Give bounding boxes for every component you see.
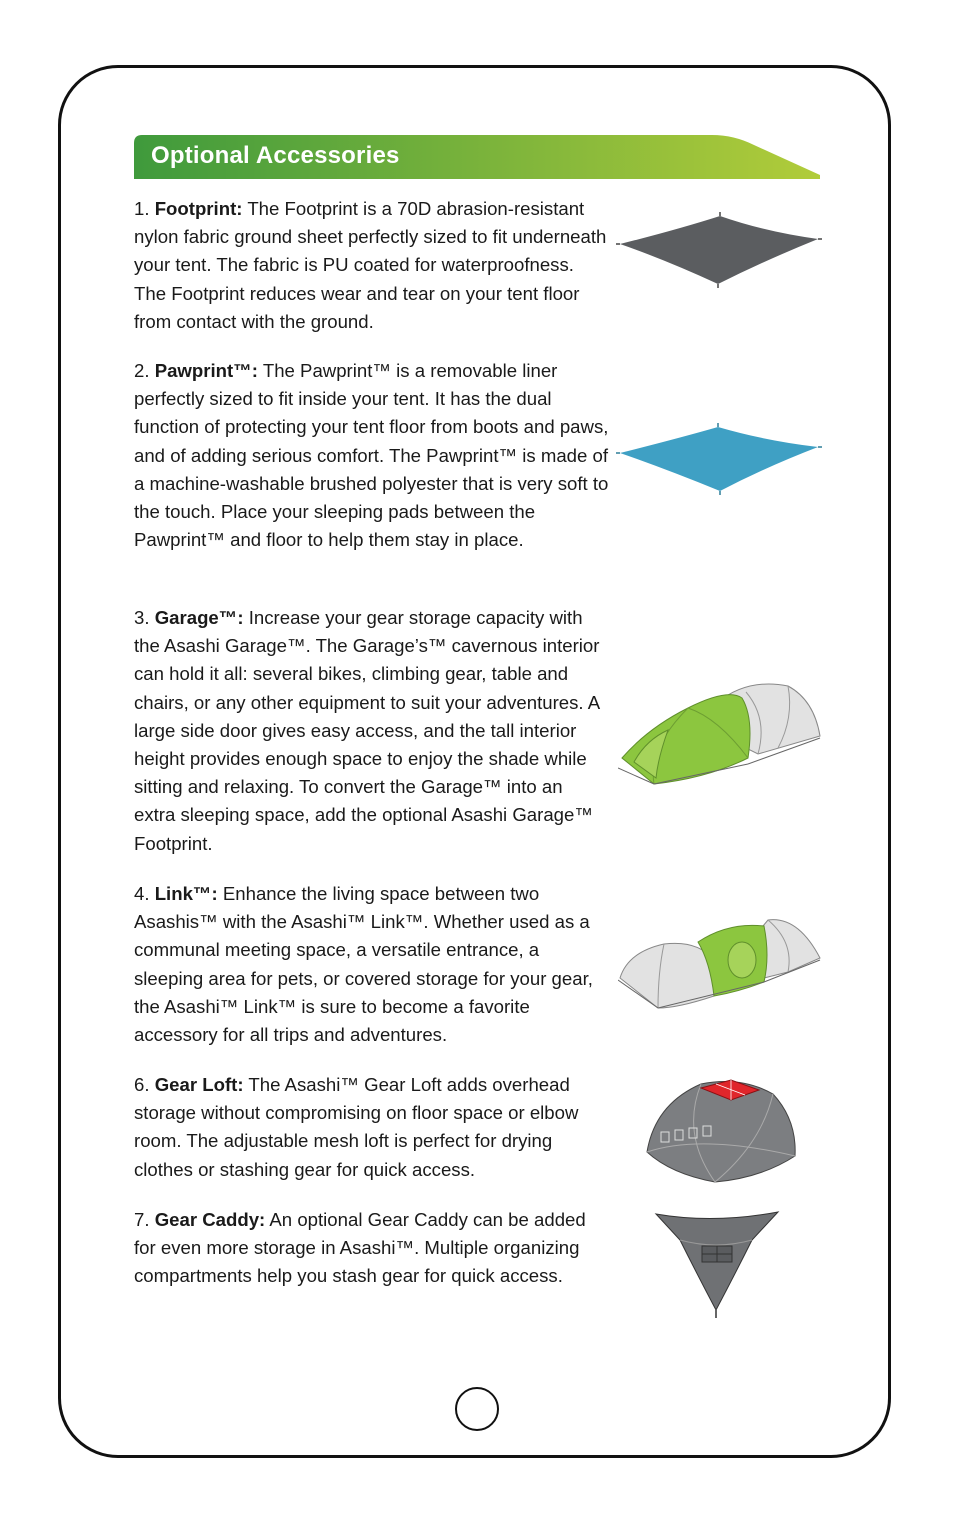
item-garage [134, 604, 609, 858]
item-gear-caddy [134, 1206, 609, 1291]
item-link [134, 880, 609, 1049]
footprint-illustration [616, 212, 822, 288]
link-illustration [618, 912, 822, 1012]
item-text: An optional Gear Caddy can be added for even more storage in Asashi™. Multiple organizing compartments help you stash gear for quick access. [134, 1209, 586, 1287]
item-text: Increase your gear storage capacity with the Asashi Garage™. The Garage’s™ cavernous interior can hold it all: several bikes, climbing gear, table and chairs, or any other equipment to suit your adventures. A large side door gives easy access, and the tall interior height provides enough space to enjoy the shade while sitting and relaxing. To convert the Garage™ into an extra sleeping space, add the optional Asashi Garage™ Footprint. [134, 607, 600, 854]
item-number: 4. [134, 883, 150, 904]
item-number: 1. [134, 198, 150, 219]
item-pawprint [134, 357, 609, 554]
gear-caddy-illustration [654, 1210, 780, 1318]
item-text: The Asashi™ Gear Loft adds overhead storage without compromising on floor space or elbow room. The adjustable mesh loft is perfect for drying clothes or stashing gear for quick access. [134, 1074, 579, 1180]
page-number-circle [455, 1387, 499, 1431]
item-name: Garage™: [154, 607, 244, 628]
item-name: Gear Caddy: [154, 1209, 266, 1230]
pawprint-illustration [616, 423, 822, 495]
item-text: The Pawprint™ is a removable liner perfectly sized to fit inside your tent. It has the dual function of protecting your tent floor from boots and paws, and of adding serious comfort. The Pawprint™ is made of a machine-washable brushed polyester that is very soft to the touch. Place your sleeping pads between the Pawprint™ and floor to help them stay in place. [134, 360, 609, 551]
item-name: Pawprint™: [154, 360, 258, 381]
item-text: The Footprint is a 70D abrasion-resistant nylon fabric ground sheet perfectly sized to fit underneath your tent. The fabric is PU coated for waterproofness. The Footprint reduces wear and tear on your tent floor from contact with the ground. [134, 198, 607, 332]
gear-loft-illustration [641, 1074, 801, 1186]
section-banner [134, 135, 820, 179]
item-name: Footprint: [154, 198, 243, 219]
item-footprint [134, 195, 609, 336]
item-name: Gear Loft: [154, 1074, 244, 1095]
section-title: Optional Accessories [151, 142, 400, 169]
item-number: 6. [134, 1074, 150, 1095]
garage-illustration [618, 678, 822, 788]
item-text: Enhance the living space between two Asashis™ with the Asashi™ Link™. Whether used as a communal meeting space, a versatile entrance, a sleeping area for pets, or covered storage for your gear, the Asashi™ Link™ is sure to become a favorite accessory for all trips and adventures. [134, 883, 593, 1046]
item-gear-loft [134, 1071, 609, 1184]
item-name: Link™: [154, 883, 218, 904]
item-number: 3. [134, 607, 150, 628]
item-number: 2. [134, 360, 150, 381]
item-number: 7. [134, 1209, 150, 1230]
